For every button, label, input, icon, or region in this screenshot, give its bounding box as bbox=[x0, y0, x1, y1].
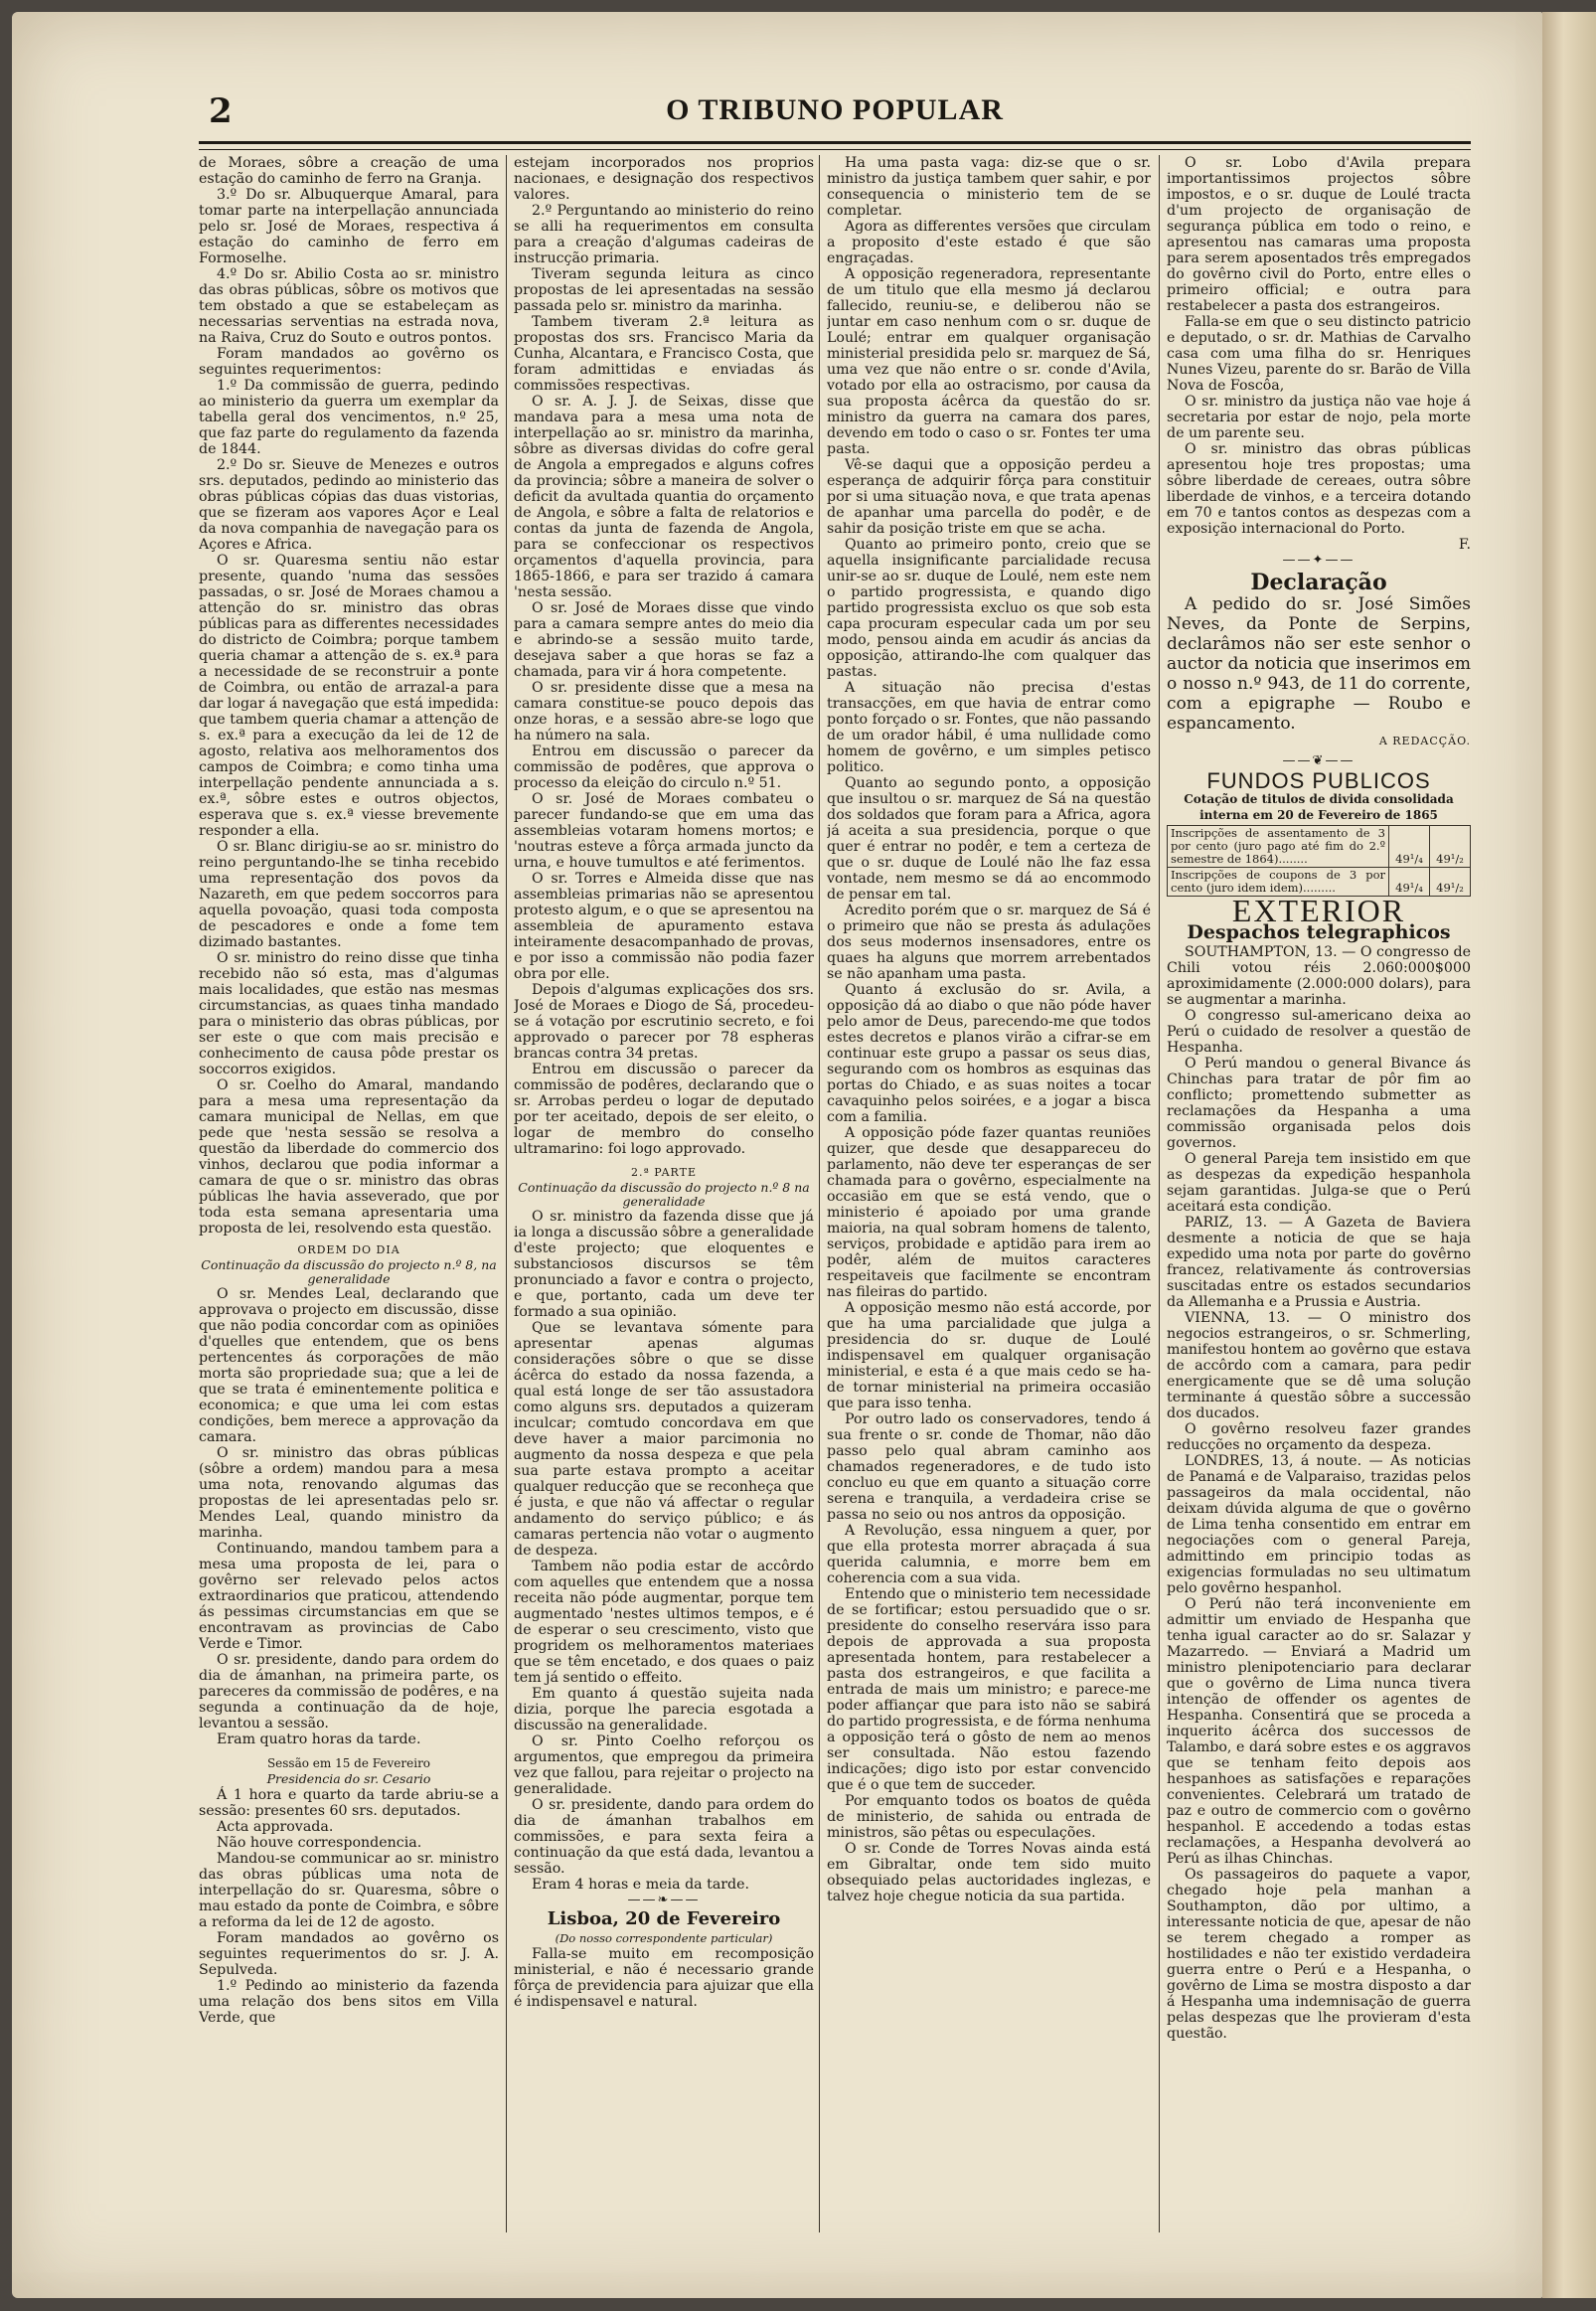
paragraph: O sr. Coelho do Amaral, mandando para a mesa uma representação da camara municipal de Nellas, em que pede que 'nesta sessão se resolva a questão da liberdade do commercio dos vinhos, declarou que podia informar a camara de que o sr. ministro das obras públicas lhe havia asseverado, que por toda esta semana apresentaria uma proposta de lei, resolvendo esta questão. bbox=[199, 1077, 499, 1237]
paragraph: Eram 4 horas e meia da tarde. bbox=[532, 1877, 750, 1893]
paragraph: de Moraes, sôbre a creação de uma estação do caminho de ferro na Granja. bbox=[199, 155, 499, 187]
paragraph: Acredito porém que o sr. marquez de Sá é o primeiro que não se presta ás adulações dos seus modernos insensadores, entre os quaes ha alguns que morrem arrebentados se não apanham uma pasta. bbox=[827, 903, 1151, 982]
paragraph: Tambem tiveram 2.ª leitura as propostas dos srs. Francisco Maria da Cunha, Alcantara, e Francisco Costa, que foram admittidas e enviadas ás commissões respectivas. bbox=[514, 314, 814, 394]
declaracao-heading: Declaração bbox=[1250, 570, 1387, 595]
despachos-heading: Despachos telegraphicos bbox=[1187, 921, 1451, 943]
paragraph: estejam incorporados nos proprios nacionaes, e designação dos respectivos valores. bbox=[514, 155, 814, 203]
paragraph: O sr. Conde de Torres Novas ainda está em Gibraltar, onde tem sido muito obsequiado pelas auctoridades inglezas, e talvez hoje chegue noticia da sua partida. bbox=[827, 1841, 1151, 1904]
paragraph: O sr. presidente, dando para ordem do dia de ámanhan, na primeira parte, os pareceres da commissão de podêres, e na segunda a continuação da de hoje, levantou a sessão. bbox=[199, 1652, 499, 1732]
paragraph: Tiveram segunda leitura as cinco propostas de lei apresentadas na sessão passada pelo sr. ministro da marinha. bbox=[514, 266, 814, 314]
paragraph: O sr. Pinto Coelho reforçou os argumentos, que empregou da primeira vez que fallou, para rejeitar o projecto na generalidade. bbox=[514, 1733, 814, 1797]
section-heading: ORDEM DO DIA bbox=[297, 1243, 400, 1256]
paragraph: O sr. José de Moraes combateu o parecer fundando-se que em uma das assembleias votaram homens mortos; e 'noutras esteve a fôrça armada juncto da urna, e houve tumultos e até ferimentos. bbox=[514, 791, 814, 871]
paragraph: Acta approvada. bbox=[217, 1819, 334, 1835]
table-cell: 49¹/₂ bbox=[1430, 826, 1471, 868]
column-rule bbox=[819, 155, 820, 2232]
page-number: 2 bbox=[209, 91, 233, 131]
paragraph: 1.º Da commissão de guerra, pedindo ao ministerio da guerra um exemplar da tabella geral dos vencimentos, n.º 25, que faz parte do regulamento da fazenda de 1844. bbox=[199, 378, 499, 457]
paragraph: Não houve correspondencia. bbox=[217, 1835, 422, 1851]
paragraph: Continuando, mandou tambem para a mesa uma proposta de lei, para o govêrno ser relevado pelos actos extraordinarios que praticou, attendendo ás pessimas circumstancias em que se encontravam as provincias de Cabo Verde e Timor. bbox=[199, 1541, 499, 1652]
paragraph: Que se levantava sómente para apresentar apenas algumas considerações sôbre o que se disse ácêrca do estado da nossa fazenda, a qual está longe de ser tão assustadora como alguns srs. deputados a quizeram inculcar; comtudo concordava em que deve haver a maior parcimonia no augmento da nossa despeza e que pela sua parte estava prompto a aceitar qualquer reducção que se reconheça que é justa, e que não vá affectar o regular andamento do serviço público; e ás camaras pertencia não votar o augmento de despeza. bbox=[514, 1320, 814, 1559]
signature: F. bbox=[1458, 537, 1471, 553]
paragraph: O govêrno resolveu fazer grandes reducções no orçamento da despeza. bbox=[1167, 1421, 1471, 1453]
paragraph: O Perú mandou o general Bivance ás Chinchas para tratar de pôr fim ao conflicto; promettendo submetter as reclamações da Hespanha a uma commissão organisada pelos dois governos. bbox=[1167, 1056, 1471, 1151]
ornament-divider: ——❦—— bbox=[1282, 753, 1356, 768]
paragraph: 4.º Do sr. Abilio Costa ao sr. ministro das obras públicas, sôbre os motivos que tem obstado a que se estabeleçam as necessarias serventias na estrada nova, na Raiva, Cruz do Souto e outros pontos. bbox=[199, 266, 499, 346]
section-heading: Sessão em 15 de Fevereiro bbox=[266, 1756, 431, 1770]
paragraph: O sr. Blanc dirigiu-se ao sr. ministro do reino perguntando-lhe se tinha recebido uma representação dos povos da Nazareth, em que pedem soccorros para aquella povoação, quasi toda composta de pescadores e onde a fome tem dizimado bastantes. bbox=[199, 839, 499, 950]
newspaper-title: O TRIBUNO POPULAR bbox=[666, 93, 1004, 126]
section-heading: Lisboa, 20 de Fevereiro bbox=[547, 1908, 781, 1929]
paragraph: A opposição mesmo não está accorde, por que ha uma parcialidade que julga a presidencia do sr. duque de Loulé indispensavel em qualquer organisação ministerial, e esta é a que mais cedo se ha-de tornar ministerial na primeira occasião que para isso tenha. bbox=[827, 1300, 1151, 1411]
paragraph: A opposição regeneradora, representante de um titulo que ella mesmo já declarou fallecido, reuniu-se, e deliberou não se juntar em caso nenhum com o sr. duque de Loulé; entrar em qualquer organisação ministerial presidida pelo sr. marquez de Sá, uma vez que não entre o sr. conde d'Avila, votado por ella ao ostracismo, por causa da sua proposta ácêrca da questão do sr. ministro da guerra na camara dos pares, devendo em todo o caso o sr. Fontes ter uma pasta. bbox=[827, 266, 1151, 457]
declaration-text: A pedido do sr. José Simões Neves, da Ponte de Serpins, declarâmos não ser este senhor o auctor da noticia que inserimos em o nosso n.º 943, de 11 do corrente, com a epigraphe — Roubo e espancamento. bbox=[1167, 594, 1471, 734]
paragraph: Foram mandados ao govêrno os seguintes requerimentos do sr. J. A. Sepulveda. bbox=[199, 1930, 499, 1978]
paragraph: O sr. José de Moraes disse que vindo para a camara sempre antes do meio dia e abrindo-se a sessão muito tarde, desejava saber a que horas se faz a chamada, para vir á hora competente. bbox=[514, 600, 814, 680]
table-cell: 49¹/₄ bbox=[1389, 826, 1430, 868]
paragraph: O sr. A. J. J. de Seixas, disse que mandava para a mesa uma nota de interpellação ao sr. ministro da marinha, sôbre as diversas dividas do cofre geral de Angola a empregados e alguns cofres da provincia; sôbre a maneira de solver o deficit da avultada quantia do orçamento de Angola, e sôbre a falta de relatorios e contas da junta de fazenda de Angola, para se confeccionar os respectivos orçamentos d'aquella provincia, para 1865-1866, e para ser trazido á camara 'nesta sessão. bbox=[514, 394, 814, 600]
paragraph: SOUTHAMPTON, 13. — O congresso de Chili votou réis 2.060:000$000 aproximidamente (2.000:000 dolars), para se augmentar a marinha. bbox=[1167, 944, 1471, 1008]
paragraph: Quanto á exclusão do sr. Avila, a opposição dá ao diabo o que não póde haver pelo amor de Deus, parecendo-me que todos estes decretos e planos virão a cifrar-se em continuar este grupo a passar os seus dias, segurando com os hombros as esquinas das portas do Chiado, e as suas noites a tocar cavaquinho pelos soirées, e a jogar a bisca com a familia. bbox=[827, 982, 1151, 1125]
paragraph: Á 1 hora e quarto da tarde abriu-se a sessão: presentes 60 srs. deputados. bbox=[199, 1787, 499, 1819]
column-rule bbox=[1159, 155, 1160, 2232]
masthead-rule bbox=[199, 141, 1471, 150]
paragraph: Em quanto á questão sujeita nada dizia, porque lhe parecia esgotada a discussão na generalidade. bbox=[514, 1686, 814, 1733]
paragraph: Falla-se em que o seu distincto patricio e deputado, o sr. dr. Mathias de Carvalho casa com uma filha do sr. Henriques Nunes Vizeu, parente do sr. Barão de Villa Nova de Foscôa, bbox=[1167, 314, 1471, 394]
paragraph: Mandou-se communicar ao sr. ministro das obras públicas uma nota de interpellação do sr. Quaresma, sôbre o mau estado da ponte de Coimbra, e sôbre a reforma da lei de 12 de agosto. bbox=[199, 1851, 499, 1930]
declaration-signature: A REDACÇÃO. bbox=[1378, 735, 1471, 747]
paragraph: O congresso sul-americano deixa ao Perú o cuidado de resolver a questão de Hespanha. bbox=[1167, 1008, 1471, 1056]
table-cell: Inscripções de coupons de 3 por cento (juro idem idem)......... bbox=[1168, 868, 1389, 897]
paragraph: LONDRES, 13, á noute. — As noticias de Panamá e de Valparaiso, trazidas pelos passageiros da mala occidental, não deixam dúvida alguma de que o govêrno de Lima tenha consentido em entrar em negociações com o general Pareja, admittindo em principio todas as exigencias formuladas no seu ultimatum pelo govêrno hespanhol. bbox=[1167, 1453, 1471, 1596]
section-subheading: Presidencia do sr. Cesario bbox=[266, 1771, 431, 1786]
paragraph: O sr. ministro do reino disse que tinha recebido não só esta, mas d'algumas mais localidades, que estão nas mesmas circumstancias, as quaes tinha mandado para o ministerio das obras públicas, por ser este o que com mais precisão e conhecimento de causa pôde prestar os soccorros exigidos. bbox=[199, 950, 499, 1077]
paragraph: A opposição póde fazer quantas reuniões quizer, que desde que desappareceu do parlamento, não deve ter esperanças de ser chamada para o govêrno, especialmente na occasião em que se está vendo, que o ministerio é apoiado por uma grande maioria, na qual sobram homens de talento, serviços, probidade e aptidão para irem ao podêr, além de muitos caracteres respeitaveis que facilmente se encontram nas fileiras do partido. bbox=[827, 1125, 1151, 1300]
fundos-table bbox=[1167, 825, 1471, 897]
paragraph: 1.º Pedindo ao ministerio da fazenda uma relação dos bens sitos em Villa Verde, que bbox=[199, 1978, 499, 2026]
ornament-divider: ——✦—— bbox=[1282, 553, 1356, 568]
ornament-divider: ——❧—— bbox=[627, 1893, 701, 1907]
paragraph: 2.º Perguntando ao ministerio do reino se alli ha requerimentos em consulta para a creação d'algumas cadeiras de instrucção primaria. bbox=[514, 203, 814, 266]
column-3 bbox=[827, 155, 1151, 2242]
fundos-heading: FUNDOS PUBLICOS bbox=[1206, 768, 1431, 793]
exterior-heading: EXTERIOR bbox=[1231, 893, 1406, 928]
paragraph: Falla-se muito em recomposição ministerial, e não é necessario grande fôrça de previdencia para ajuizar que ella é indispensavel e natural. bbox=[514, 1946, 814, 2010]
paragraph: PARIZ, 13. — A Gazeta de Baviera desmente a noticia de que se haja expedido uma nota por parte do govêrno francez, relativamente ás controversias suscitadas entre os estados secundarios da Allemanha e a Prussia e Austria. bbox=[1167, 1215, 1471, 1310]
paragraph: VIENNA, 13. — O ministro dos negocios estrangeiros, o sr. Schmerling, manifestou hontem ao govêrno que estava de accôrdo com a camara, para pedir energicamente que se dê uma solução terminante á questão sôbre a successão dos ducados. bbox=[1167, 1310, 1471, 1421]
table-cell: Inscripções de assentamento de 3 por cento (juro pago até fim do 2.º semestre de 1864)........ bbox=[1168, 826, 1389, 868]
paragraph: A Revolução, essa ninguem a quer, por que ella protesta morrer abraçada á sua querida calumnia, e morre bem em coherencia com a sua vida. bbox=[827, 1523, 1151, 1586]
paragraph: Depois d'algumas explicações dos srs. José de Moraes e Diogo de Sá, procedeu-se á votação por escrutinio secreto, e foi approvado o parecer por 78 espheras brancas contra 34 pretas. bbox=[514, 982, 814, 1062]
paragraph: O general Pareja tem insistido em que as despezas da expedição hespanhola sejam garantidas. Julga-se que o Perú aceitará esta condição. bbox=[1167, 1151, 1471, 1215]
section-subheading: Continuação da discussão do projecto n.º 8, na generalidade bbox=[201, 1257, 497, 1286]
masthead bbox=[199, 91, 1471, 141]
column-2 bbox=[514, 155, 814, 2242]
paragraph: Eram quatro horas da tarde. bbox=[217, 1732, 421, 1747]
paragraph: Quanto ao segundo ponto, a opposição que insultou o sr. marquez de Sá na questão dos soldados que foram para a Africa, agora já aceita a sua presidencia, porque o que quer é entrar no podêr, e tem a certeza de que o sr. duque de Loulé não lhe faz essa vontade, nem mesmo se dá ao encommodo de pensar em tal. bbox=[827, 775, 1151, 903]
paragraph: Por outro lado os conservadores, tendo á sua frente o sr. conde de Thomar, não dão passo pelo qual abram caminho aos chamados regeneradores, e de tudo isto concluo eu que em quanto a situação corre serena e tranquila, a verdadeira crise se passa no seio ou nos antros da opposição. bbox=[827, 1411, 1151, 1523]
table-cell: 49¹/₄ bbox=[1389, 868, 1430, 897]
paragraph: Por emquanto todos os boatos de quêda de ministerio, de sahida ou entrada de ministros, são pêtas ou especulações. bbox=[827, 1793, 1151, 1841]
paragraph: Vê-se daqui que a opposição perdeu a esperança de adquirir fôrça para constituir por si uma situação nova, e que trata apenas de apanhar uma parcella do podêr, e de sahir da posição triste em que se acha. bbox=[827, 457, 1151, 537]
paragraph: O sr. Mendes Leal, declarando que approvava o projecto em discussão, disse que não podia concordar com as opiniões d'quelles que entendem, que os bens pertencentes ás corporações de mão morta são propriedade sua; que a lei de que se trata é eminentemente politica e economica; e que uma lei com estas condições, bem merece a approvação da camara. bbox=[199, 1286, 499, 1445]
page-edge bbox=[1542, 12, 1596, 2298]
column-4 bbox=[1167, 155, 1471, 2242]
paragraph: O sr. ministro das obras públicas (sôbre a ordem) mandou para a mesa uma nota, renovando algumas das propostas de lei apresentadas pelo sr. Mendes Leal, quando ministro da marinha. bbox=[199, 1445, 499, 1541]
paragraph: Os passageiros do paquete a vapor, chegado hoje pela manhan a Southampton, dão por ultimo, a interessante noticia de que, apesar de não se terem chegado a romper as hostilidades e não ter existido verdadeira guerra entre o Perú e a Hespanha, o govêrno de Lima se mostra disposto a dar á Hespanha uma indemnisação de guerra pelas despezas que lhe provieram d'esta questão. bbox=[1167, 1867, 1471, 2042]
paragraph: Quanto ao primeiro ponto, creio que se aquella insignificante parcialidade recusa unir-se ao sr. duque de Loulé, nem este nem o partido progressista, e quando digo partido progressista excluo os que sob esta capa procuram especular cada um por seu modo, pensou ainda em acudir ás ancias da opposição, attirando-lhe com qualquer das pastas. bbox=[827, 537, 1151, 680]
section-subheading: (Do nosso correspondente particular) bbox=[555, 1931, 773, 1945]
column-1 bbox=[199, 155, 499, 2242]
paragraph: O sr. presidente disse que a mesa na camara constitue-se pouco depois das onze horas, e a sessão abre-se logo que ha número na sala. bbox=[514, 680, 814, 743]
paragraph: O sr. Lobo d'Avila prepara importantissimos projectos sôbre impostos, e o sr. duque de Loulé tracta d'um projecto de organisação de segurança pública em todo o reino, e apresentou nas camaras uma proposta para serem aposentados três empregados do govêrno civil do Porto, entre elles o primeiro official; e outra para restabelecer a pasta dos estrangeiros. bbox=[1167, 155, 1471, 314]
paragraph: O sr. ministro da fazenda disse que já ia longa a discussão sôbre a generalidade d'este projecto; que eloquentes e substanciosos discursos se têm pronunciado a favor e contra o projecto, e que, portanto, cada um deve ter formado a sua opinião. bbox=[514, 1209, 814, 1320]
paragraph: 2.º Do sr. Sieuve de Menezes e outros srs. deputados, pedindo ao ministerio das obras públicas cópias das duas vistorias, que se fizeram aos vapores Açor e Leal da nova companhia de navegação para os Açores e Africa. bbox=[199, 457, 499, 553]
fundos-subheading: Cotação de titulos de divida consolidada interna em 20 de Fevereiro de 1865 bbox=[1184, 792, 1454, 822]
paragraph: Agora as differentes versões que circulam a proposito d'este estado é que são engraçadas. bbox=[827, 219, 1151, 266]
table-row bbox=[1168, 826, 1471, 868]
paragraph: 3.º Do sr. Albuquerque Amaral, para tomar parte na interpellação annunciada pelo sr. José de Moraes, respectiva á estação do caminho de ferro em Formoselhe. bbox=[199, 187, 499, 266]
paragraph: Entrou em discussão o parecer da commissão de podêres, declarando que o sr. Arrobas perdeu o logar de deputado por ter aceitado, depois de ser eleito, o logar de membro do conselho ultramarino: foi logo approvado. bbox=[514, 1062, 814, 1157]
paragraph: Foram mandados ao govêrno os seguintes requerimentos: bbox=[199, 346, 499, 378]
paragraph: Entrou em discussão o parecer da commissão de podêres, que approva o processo da eleição do circulo n.º 51. bbox=[514, 743, 814, 791]
paragraph: O sr. ministro das obras públicas apresentou hoje tres propostas; uma sôbre liberdade de cereaes, outra sôbre liberdade de vinhos, e a terceira dotando em 70 e tantos contos as despezas com a exposição internacional do Porto. bbox=[1167, 441, 1471, 537]
paragraph: O Perú não terá inconveniente em admittir um enviado de Hespanha que tenha igual caracter ao do sr. Salazar y Mazarredo. — Enviará a Madrid um ministro plenipotenciario para declarar que o govêrno de Lima nunca tivera intenção de offender os agentes de Hespanha. Consentirá que se proceda a inquerito ácêrca dos successos de Talambo, e dará sobre estes e os aggravos que se tenham feito depois aos hespanhoes as satisfações e reparações convenientes. Celebrará um tratado de paz e outro de commercio com o govêrno hespanhol. E accedendo a todas estas reclamações, a Hespanha devolverá ao Perú as ilhas Chinchas. bbox=[1167, 1596, 1471, 1867]
column-rule bbox=[506, 155, 507, 2232]
paragraph: Ha uma pasta vaga: diz-se que o sr. ministro da justiça tambem quer sahir, e por consequencia o ministerio tem de se completar. bbox=[827, 155, 1151, 219]
section-subheading: Continuação da discussão do projecto n.º 8 na generalidade bbox=[518, 1180, 810, 1209]
section-heading: 2.ª PARTE bbox=[630, 1166, 697, 1179]
paragraph: O sr. Quaresma sentiu não estar presente, quando 'numa das sessões passadas, o sr. José de Moraes chamou a attenção do sr. ministro das obras públicas para as differentes necessidades do districto de Coimbra; porque tambem queria chamar a attenção de s. ex.ª para a necessidade de se reconstruir a ponte de Coimbra, ou então de arrazal-a para dar logar á navegação que está impedida: que tambem queria chamar a attenção de s. ex.ª para a execução da lei de 12 de agosto, relativa aos melhoramentos dos campos de Coimbra; e como tinha uma interpellação pendente annunciada a s. ex.ª, sôbre estes e outros objectos, esperava que s. ex.ª viesse brevemente responder a ella. bbox=[199, 553, 499, 839]
paragraph: Entendo que o ministerio tem necessidade de se fortificar; estou persuadido que o sr. presidente do conselho reservára isso para depois de approvada a sua proposta apresentada hontem, para restabelecer a pasta dos estrangeiros, e que facilita a entrada de mais um ministro; e parece-me poder affiançar que para isto não se sabirá do partido progressista, e de fórma nenhuma a opposição terá o gôsto de nem ao menos ser consultada. Não estou fazendo indicações; digo isto por estar convencido que é o que tem de succeder. bbox=[827, 1586, 1151, 1793]
paragraph: O sr. presidente, dando para ordem do dia de ámanhan trabalhos em commissões, e para sexta feira a continuação da que está dada, levantou a sessão. bbox=[514, 1797, 814, 1877]
table-cell: 49¹/₂ bbox=[1430, 868, 1471, 897]
paragraph: O sr. ministro da justiça não vae hoje á secretaria por estar de nojo, pela morte de um parente seu. bbox=[1167, 394, 1471, 441]
paragraph: O sr. Torres e Almeida disse que nas assembleias primarias não se apresentou protesto algum, e o que se apresentou na assembleia de apuramento estava inteiramente desacompanhado de provas, e por isso a commissão não podia fazer obra por elle. bbox=[514, 871, 814, 982]
paragraph: A situação não precisa d'estas transacções, em que havia de entrar como ponto forçado o sr. Fontes, que não passando de um orador hábil, é uma nullidade como homem de govêrno, e um simples petisco politico. bbox=[827, 680, 1151, 775]
paragraph: Tambem não podia estar de accôrdo com aquelles que entendem que a nossa receita não póde augmentar, porque tem augmentado 'nestes ultimos tempos, e é de esperar o seu crescimento, visto que progridem os melhoramentos materiaes que se têm encetado, e dos quaes o paiz tem já sentido o effeito. bbox=[514, 1559, 814, 1686]
